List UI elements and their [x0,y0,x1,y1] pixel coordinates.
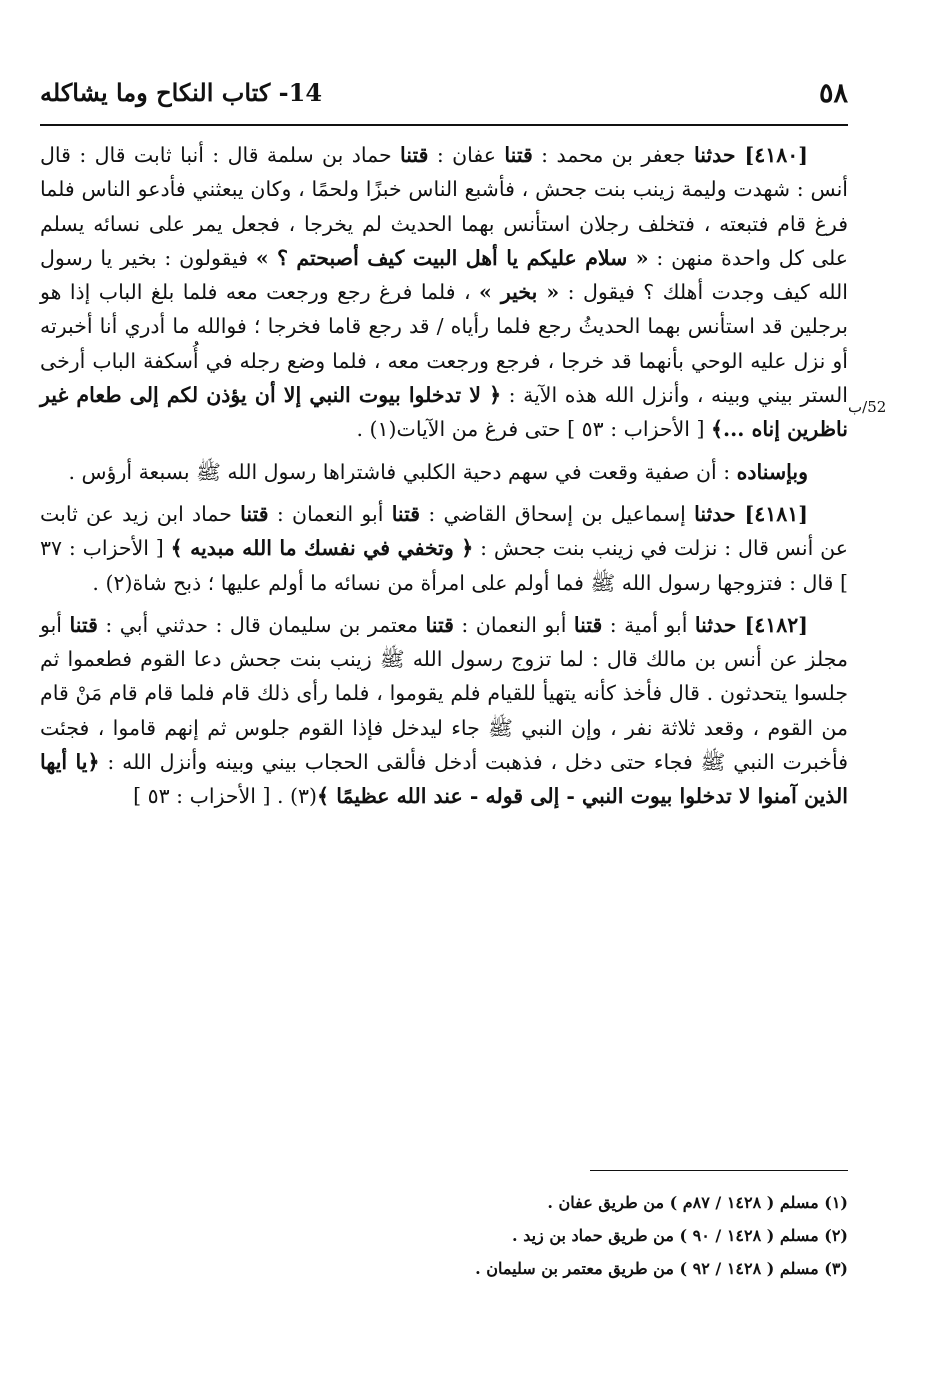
bold-text-segment: قتنا [573,612,603,637]
text-segment: ، فلما فرغ رجع ورجعت معه فلما بلغ الباب إذا هو برجلين قد استأنس بهما الحديثُ رجع فلما رأياه / قد رجع قاما فخرجا ؛ فوالله ما أدري أنا أخبرته أو نزل عليه الوحي بأنهما قد خرجا ، فرجع ورجعت معه ، فلما وضع رجله في أُسكفة الباب أرخى الستر بيني وبينه ، وأنزل الله هذه الآية : [40,280,848,408]
text-segment: أبو مجلز عن أنس بن مالك قال : لما تزوج رسول الله ﷺ زينب بنت جحش دعا القوم فطعموا ثم جلسوا يتحدثون . قال فأخذ كأنه يتهيأ للقيام فلم يقوموا ، فلما رأى ذلك قام فلما قام قام مَنْ قام من القوم ، وقعد ثلاثة نفر ، وإن النبي ﷺ جاء ليدخل فإذا القوم جلوس ثم إنهم قاموا ، فجئت فأخبرت النبي ﷺ فجاء حتى دخل ، فذهبت أدخل فألقى الحجاب بيني وبينه وأنزل الله : [40,612,848,775]
body-text [40,138,848,822]
bold-text-segment: قتنا [240,501,269,526]
footnotes [40,1186,848,1285]
bold-text-segment: ﴿ وتخفي في نفسك ما الله مبديه ﴾ [170,536,474,561]
text-segment: إسماعيل بن إسحاق القاضي : [420,501,695,526]
bold-text-segment: [٤١٨٢] حدثنا [694,612,808,637]
bold-text-segment: قتنا [400,143,429,167]
bold-text-segment: وبإسناده [736,459,808,484]
footnote-item: (١) مسلم ( ١٤٢٨ / ٨٧م ) من طريق عفان . [547,1193,848,1212]
bold-text-segment: قتنا [425,612,454,637]
hadith-paragraph [40,455,848,489]
margin-folio-note: 52/ب [848,398,887,416]
running-title: 14- كتاب النكاح وما يشاكله [40,78,323,107]
bold-text-segment: ﴿ لا تدخلوا بيوت النبي إلا أن يؤذن لكم إلى طعام غير ناظرين إناه ...﴾ [40,383,848,442]
text-segment: أبو النعمان : [453,612,574,637]
text-segment: معتمر بن سليمان قال : حدثني أبي : [97,612,426,637]
footnote-item: (٣) مسلم ( ١٤٢٨ / ٩٢ ) من طريق معتمر بن سليمان . [475,1259,848,1278]
text-segment: عفان : [428,143,505,167]
hadith-paragraph [40,138,848,447]
bold-text-segment: [٤١٨٠] حدثنا [693,143,808,167]
text-segment: حماد ابن زيد عن ثابت عن أنس قال : نزلت في زينب بنت جحش : [40,501,848,561]
footnote-item: (٢) مسلم ( ١٤٢٨ / ٩٠ ) من طريق حماد بن زيد . [512,1226,848,1245]
bold-text-segment: « بخير » [479,280,560,305]
text-segment: : أن صفية وقعت في سهم دحية الكلبي فاشتراها رسول الله ﷺ بسبعة أرؤس . [68,459,737,484]
text-segment: [ الأحزاب : ٥٣ ] حتى فرغ من الآيات(١) . [356,417,712,442]
header-rule [40,124,848,126]
bold-text-segment: قتنا [504,143,533,167]
hadith-paragraph [40,608,848,814]
text-segment: أبو أمية : [602,612,695,637]
bold-text-segment: [٤١٨١] حدثنا [694,501,808,526]
page-header [40,78,848,118]
bold-text-segment: قتنا [69,612,98,637]
text-segment: (٣) . [ الأحزاب : ٥٣ ] [133,784,318,809]
bold-text-segment: « سلام عليكم يا أهل البيت كيف أصبحتم ؟ » [255,245,649,270]
text-segment: حماد بن سلمة قال : أنبا ثابت قال : قال أنس : شهدت وليمة زينب بنت جحش ، فأشبع الناس خبزًا ولحمًا ، وكان يبعثني فأدعو الناس فلما فرغ قام فتبعته ، فتخلف رجلان استأنس بهما الحديث لم يخرجا ، فجعل يمر على نسائه يسلم على كل واحدة منهن : [40,143,848,270]
hadith-paragraph [40,497,848,600]
text-segment: أبو النعمان : [268,501,392,526]
bold-text-segment: ﴿يا أيها الذين آمنوا لا تدخلوا بيوت النبي - إلى قوله - عند الله عظيمًا ﴾ [40,750,848,809]
bold-text-segment: قتنا [391,501,421,526]
footnote-rule [590,1170,848,1171]
text-segment: جعفر بن محمد : [532,143,694,167]
text-segment: فيقولون : بخير يا رسول الله كيف وجدت أهلك ؟ فيقول : [40,245,848,305]
page-number: ٥٨ [818,78,848,109]
text-segment: [ الأحزاب : ٣٧ ] قال : فتزوجها رسول الله ﷺ فما أولم على امرأة من نسائه ما أولم عليها ؛ ذبح شاة(٢) . [40,536,848,595]
